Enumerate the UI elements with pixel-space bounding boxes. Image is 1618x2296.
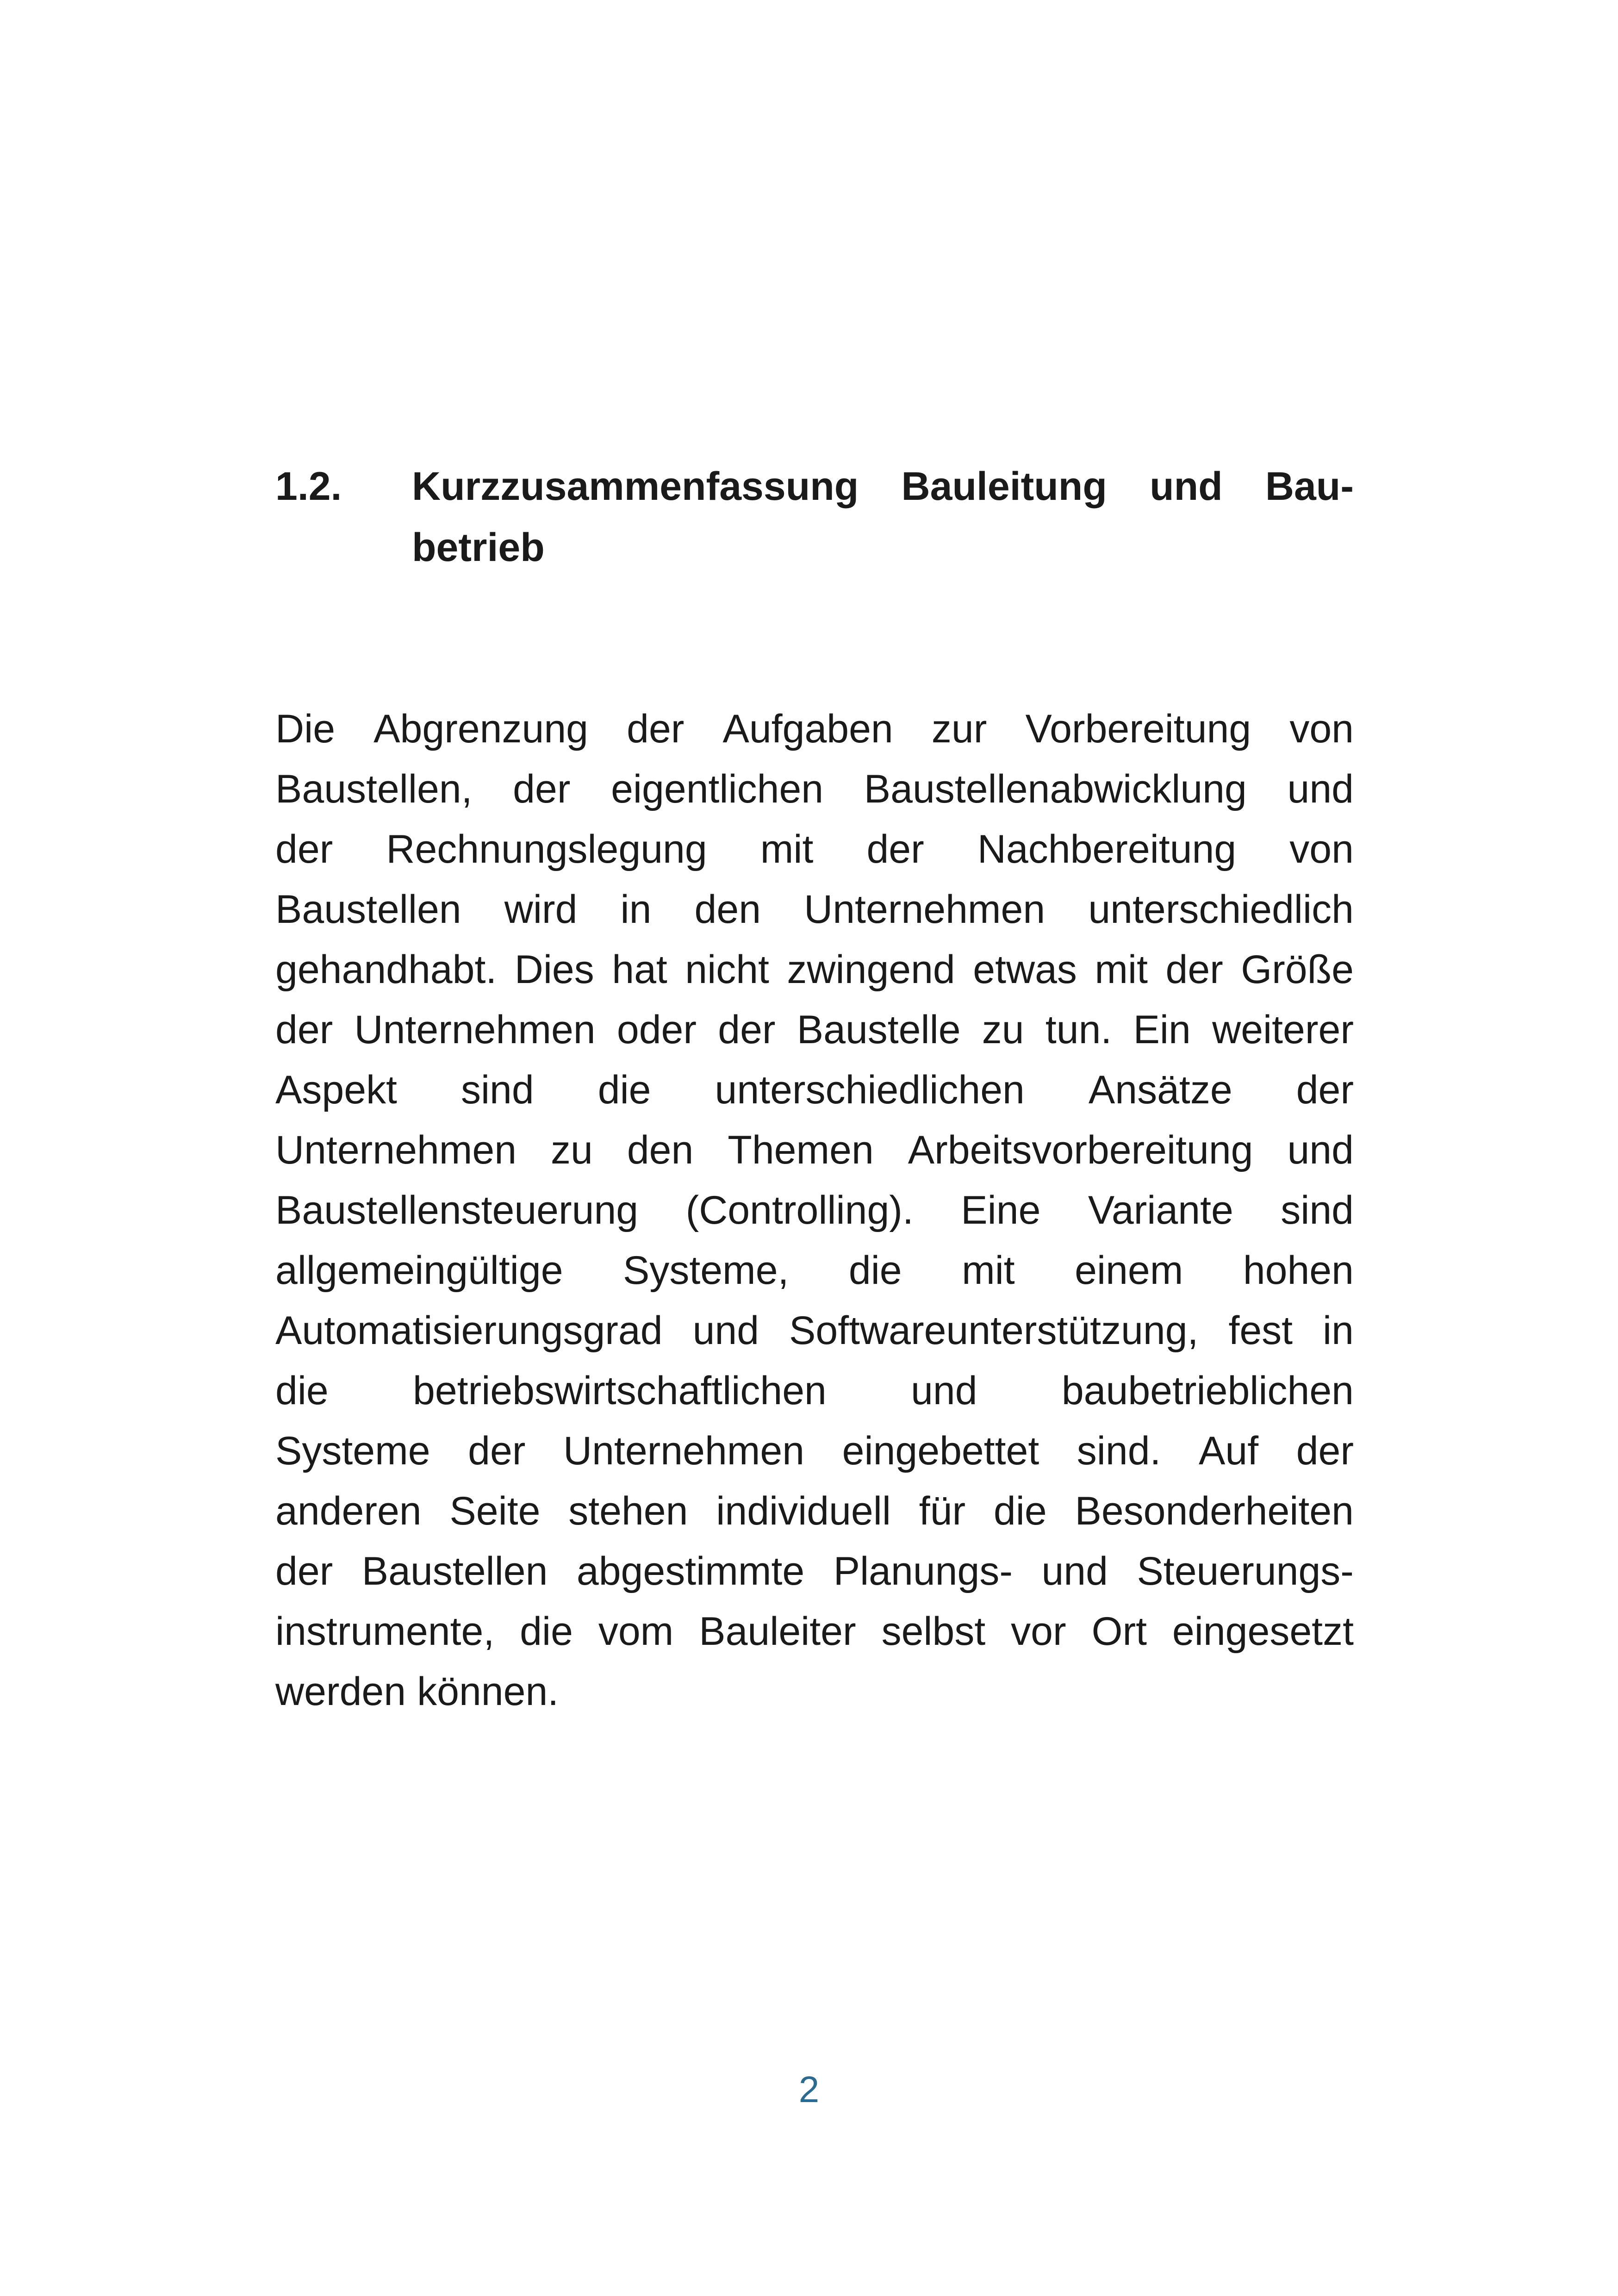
section-number: 1.2.	[275, 464, 342, 509]
word: werden	[275, 1669, 406, 1714]
paragraph-line	[275, 1120, 1354, 1180]
paragraph-line	[275, 1601, 1354, 1661]
word: der	[1296, 1429, 1354, 1473]
word: wird	[504, 887, 578, 932]
word: und	[1041, 1549, 1108, 1593]
word: Baustellen	[361, 1549, 548, 1593]
word: allgemeingültige	[275, 1248, 563, 1293]
word: eigentlichen	[611, 767, 824, 811]
word: Bauleiter	[699, 1609, 856, 1654]
word: Rechnungslegung	[386, 827, 707, 871]
word: und	[1287, 767, 1354, 811]
word: Systeme	[275, 1429, 430, 1473]
word: die	[275, 1369, 329, 1413]
word: den	[694, 887, 761, 932]
word: der	[866, 827, 924, 871]
word: mit	[760, 827, 814, 871]
word: etwas	[973, 947, 1077, 992]
word: in	[1323, 1308, 1354, 1353]
paragraph-line	[275, 1180, 1354, 1240]
word: selbst	[881, 1609, 986, 1654]
word: der	[718, 1008, 776, 1052]
word: der	[627, 707, 685, 751]
word: Baustellensteuerung	[275, 1188, 639, 1232]
word: und	[1287, 1128, 1354, 1172]
word: Unternehmen	[804, 887, 1045, 932]
paragraph-line	[275, 1541, 1354, 1601]
word: vom	[598, 1609, 674, 1654]
word: der	[275, 1549, 333, 1593]
word: gehandhabt.	[275, 947, 497, 992]
word: die	[848, 1248, 902, 1293]
word: Ort	[1091, 1609, 1147, 1654]
word: die	[993, 1489, 1047, 1533]
word: von	[1289, 827, 1354, 871]
word: Die	[275, 707, 336, 751]
word: der	[275, 827, 333, 871]
word: Variante	[1088, 1188, 1233, 1232]
word: stehen	[568, 1489, 688, 1533]
paragraph-line	[275, 699, 1354, 759]
word: Größe	[1241, 947, 1354, 992]
section-title-line: betrieb	[412, 525, 545, 570]
word: Themen	[728, 1128, 874, 1172]
paragraph-line	[275, 759, 1354, 819]
body-paragraph	[275, 699, 1354, 1722]
paragraph-line	[275, 940, 1354, 1000]
word: Kurzzusammenfassung	[412, 464, 859, 509]
page-number: 2	[798, 2069, 820, 2110]
word: abgestimmte	[576, 1549, 805, 1593]
word: Systeme,	[622, 1248, 789, 1293]
word: sind.	[1077, 1429, 1161, 1473]
word: Aufgaben	[722, 707, 893, 751]
paragraph-line	[275, 879, 1354, 940]
word: und	[692, 1308, 759, 1353]
word: eingesetzt	[1172, 1609, 1354, 1654]
word: unterschiedlichen	[715, 1068, 1025, 1112]
word: für	[919, 1489, 966, 1533]
paragraph-line	[275, 1240, 1354, 1300]
word: der	[513, 767, 571, 811]
paragraph-line	[275, 1361, 1354, 1421]
word: Dies	[514, 947, 594, 992]
word: instrumente,	[275, 1609, 495, 1654]
word: sind	[1281, 1188, 1354, 1232]
word: zur	[931, 707, 987, 751]
word: Baustellen,	[275, 767, 473, 811]
paragraph-line	[275, 819, 1354, 879]
word: der	[1296, 1068, 1354, 1112]
word: zwingend	[787, 947, 955, 992]
word: unterschiedlich	[1088, 887, 1354, 932]
word: Seite	[449, 1489, 541, 1533]
word: (Controlling).	[685, 1188, 914, 1232]
word: Aspekt	[275, 1068, 397, 1112]
word: tun.	[1045, 1008, 1112, 1052]
word: oder	[616, 1008, 697, 1052]
word: die	[597, 1068, 651, 1112]
word: Unternehmen	[354, 1008, 596, 1052]
word: eingebettet	[842, 1429, 1039, 1473]
word: den	[627, 1128, 694, 1172]
word: Besonderheiten	[1075, 1489, 1354, 1533]
word: von	[1289, 707, 1354, 751]
word: Vorbereitung	[1025, 707, 1251, 751]
word: anderen	[275, 1489, 422, 1533]
word: individuell	[716, 1489, 891, 1533]
word: der	[275, 1008, 333, 1052]
word: betriebswirtschaftlichen	[413, 1369, 827, 1413]
word: Bauleitung	[901, 464, 1107, 509]
word: vor	[1011, 1609, 1066, 1654]
paragraph-line	[275, 1060, 1354, 1120]
word: Baustelle	[797, 1008, 961, 1052]
word: Auf	[1199, 1429, 1259, 1473]
section-title-line	[412, 456, 1354, 517]
word: Bau-	[1265, 464, 1354, 509]
word: nicht	[685, 947, 769, 992]
word: fest	[1228, 1308, 1293, 1353]
word: können.	[417, 1669, 559, 1714]
word: in	[620, 887, 652, 932]
word: sind	[461, 1068, 534, 1112]
word: Ansätze	[1088, 1068, 1232, 1112]
word: Nachbereitung	[977, 827, 1237, 871]
word: hohen	[1243, 1248, 1354, 1293]
word: Steuerungs-	[1137, 1549, 1354, 1593]
word: Ein	[1133, 1008, 1191, 1052]
word: zu	[551, 1128, 593, 1172]
paragraph-line	[275, 1421, 1354, 1481]
word: und	[1150, 464, 1223, 509]
word: der	[1165, 947, 1223, 992]
word: Automatisierungsgrad	[275, 1308, 663, 1353]
word: weiterer	[1212, 1008, 1354, 1052]
word: mit	[962, 1248, 1015, 1293]
paragraph-line	[275, 1000, 1354, 1060]
section-title	[412, 456, 1354, 578]
word: und	[911, 1369, 977, 1413]
word: Baustellen	[275, 887, 461, 932]
word: hat	[612, 947, 667, 992]
word: Baustellenabwicklung	[864, 767, 1247, 811]
word: einem	[1075, 1248, 1183, 1293]
word: Abgrenzung	[373, 707, 588, 751]
section-heading	[275, 456, 1354, 578]
word: Unternehmen	[563, 1429, 805, 1473]
word: Planungs-	[833, 1549, 1013, 1593]
word: Softwareunterstützung,	[789, 1308, 1199, 1353]
word: die	[520, 1609, 573, 1654]
word: baubetrieblichen	[1061, 1369, 1354, 1413]
paragraph-line	[275, 1300, 1354, 1361]
word: Unternehmen	[275, 1128, 517, 1172]
word: Eine	[961, 1188, 1041, 1232]
paragraph-line	[275, 1661, 1354, 1722]
word: zu	[982, 1008, 1024, 1052]
word: der	[468, 1429, 526, 1473]
word: Arbeitsvorbereitung	[908, 1128, 1253, 1172]
paragraph-line	[275, 1481, 1354, 1541]
word: mit	[1095, 947, 1148, 992]
